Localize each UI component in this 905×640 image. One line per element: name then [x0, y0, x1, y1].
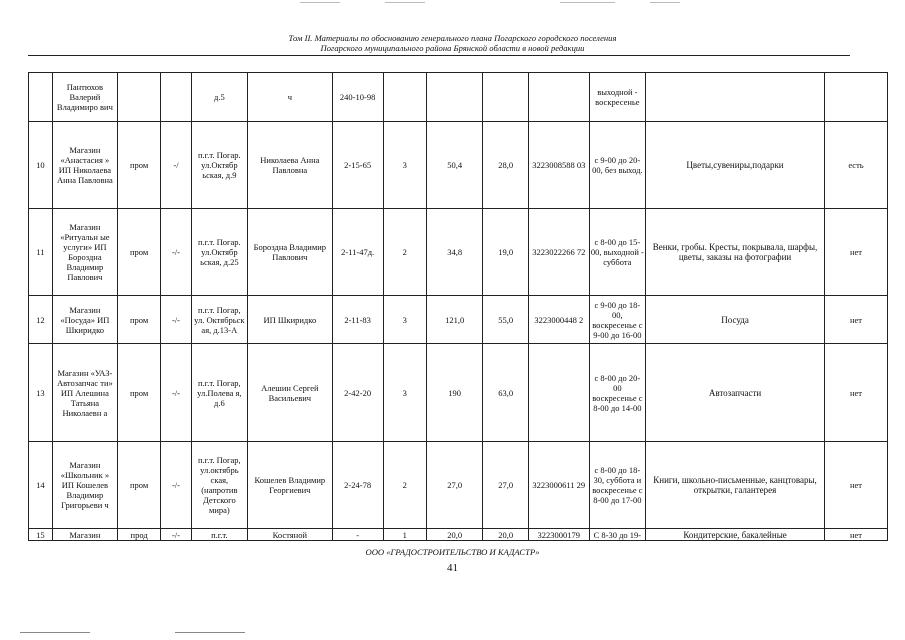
row-number-cell: 15	[29, 529, 53, 541]
table-row	[29, 344, 888, 442]
address-cell: п.г.т. Погар, ул.октябрь ская, (напротив Детского мира)	[191, 442, 247, 529]
count-cell: 3	[383, 344, 426, 442]
count-cell	[383, 73, 426, 122]
trade-area-cell: 27,0	[483, 442, 529, 529]
goods-cell: Цветы,сувениры,подарки	[646, 122, 825, 209]
goods-cell: Книги, школьно-письменные, канцтовары, открытки, галантерея	[646, 442, 825, 529]
working-hours-cell: с 8-00 до 20-00 воскресенье с 8-00 до 14-00	[589, 344, 645, 442]
shop-name-cell: Магазин	[52, 529, 117, 541]
goods-cell: Автозапчасти	[646, 344, 825, 442]
shops-table	[28, 72, 888, 541]
working-hours-cell: с 9-00 до 20-00, без выход.	[589, 122, 645, 209]
count-cell: 2	[383, 209, 426, 296]
shop-name-cell: Магазин «Ритуальн ые услуги» ИП Борозднa Владимир Павлович	[52, 209, 117, 296]
shop-type-cell: пром	[117, 344, 160, 442]
category-mark-cell: -/-	[161, 296, 191, 344]
shop-name-cell: Магазин «УАЗ-Автозапчас ти» ИП Алешина Татьяна Николаевн а	[52, 344, 117, 442]
company-footer: ООО «ГРАДОСТРОИТЕЛЬСТВО И КАДАСТР»	[365, 547, 540, 557]
working-hours-cell: с 8-00 до 18-30, суббота и воскресенье с 8-00 до 17-00	[589, 442, 645, 529]
address-cell: п.г.т.	[191, 529, 247, 541]
availability-cell	[825, 73, 888, 122]
count-cell: 3	[383, 122, 426, 209]
total-area-cell: 50,4	[426, 122, 482, 209]
availability-cell: нет	[825, 442, 888, 529]
shop-type-cell	[117, 73, 160, 122]
trade-area-cell: 19,0	[483, 209, 529, 296]
phone-cell: 2-15-65	[332, 122, 383, 209]
goods-cell: Венки, гробы. Кресты, покрывала, шарфы, цветы, заказы на фотографии	[646, 209, 825, 296]
working-hours-cell: с 8-00 до 15-00, выходной - суббота	[589, 209, 645, 296]
category-mark-cell: -/-	[161, 442, 191, 529]
document-header-line1: Том II. Материалы по обоснованию генерального плана Погарского городского поселения	[288, 33, 617, 43]
total-area-cell	[426, 73, 482, 122]
page-number: 41	[447, 562, 458, 574]
trade-area-cell: 55,0	[483, 296, 529, 344]
row-number-cell: 14	[29, 442, 53, 529]
trade-area-cell: 20,0	[483, 529, 529, 541]
owner-name-cell: Алешин Сергей Васильевич	[248, 344, 333, 442]
table-row	[29, 529, 888, 541]
total-area-cell: 190	[426, 344, 482, 442]
category-mark-cell: -/	[161, 122, 191, 209]
address-cell: п.г.т. Погар. ул.Октябр ьская, д.25	[191, 209, 247, 296]
owner-name-cell: Кошелев Владимир Георгиевич	[248, 442, 333, 529]
availability-cell: нет	[825, 529, 888, 541]
table-row	[29, 209, 888, 296]
category-mark-cell: -/-	[161, 344, 191, 442]
inn-cell	[528, 344, 589, 442]
trade-area-cell	[483, 73, 529, 122]
shop-type-cell: пром	[117, 209, 160, 296]
total-area-cell: 20,0	[426, 529, 482, 541]
category-mark-cell: -/-	[161, 209, 191, 296]
count-cell: 1	[383, 529, 426, 541]
shop-type-cell: пром	[117, 122, 160, 209]
owner-name-cell: Костяной	[248, 529, 333, 541]
phone-cell: 240-10-98	[332, 73, 383, 122]
header-divider	[28, 55, 850, 56]
inn-cell: 3223022266 72	[528, 209, 589, 296]
address-cell: д.5	[191, 73, 247, 122]
row-number-cell: 13	[29, 344, 53, 442]
phone-cell: 2-11-47д.	[332, 209, 383, 296]
total-area-cell: 121,0	[426, 296, 482, 344]
phone-cell: 2-42-20	[332, 344, 383, 442]
goods-cell: Посуда	[646, 296, 825, 344]
trade-area-cell: 63,0	[483, 344, 529, 442]
phone-cell: 2-11-83	[332, 296, 383, 344]
scan-artifact-line	[385, 2, 425, 3]
scan-artifact-line	[175, 632, 245, 633]
scan-artifact-line	[300, 2, 340, 3]
total-area-cell: 34,8	[426, 209, 482, 296]
address-cell: п.г.т. Погар. ул.Октябр ьская, д.9	[191, 122, 247, 209]
shop-type-cell: пром	[117, 296, 160, 344]
goods-cell	[646, 73, 825, 122]
working-hours-cell: выходной - воскресенье	[589, 73, 645, 122]
table-row	[29, 296, 888, 344]
working-hours-cell: с 9-00 до 18-00, воскресенье с 9-00 до 16-00	[589, 296, 645, 344]
scan-artifact-line	[560, 2, 615, 3]
availability-cell: есть	[825, 122, 888, 209]
table-row	[29, 122, 888, 209]
availability-cell: нет	[825, 344, 888, 442]
total-area-cell: 27,0	[426, 442, 482, 529]
phone-cell: -	[332, 529, 383, 541]
table-row	[29, 73, 888, 122]
owner-name-cell: Николаева Анна Павловна	[248, 122, 333, 209]
category-mark-cell: -/-	[161, 529, 191, 541]
inn-cell: 3223000611 29	[528, 442, 589, 529]
scan-artifact-line	[650, 2, 680, 3]
shop-type-cell: пром	[117, 442, 160, 529]
row-number-cell: 12	[29, 296, 53, 344]
availability-cell: нет	[825, 296, 888, 344]
count-cell: 2	[383, 442, 426, 529]
count-cell: 3	[383, 296, 426, 344]
shop-name-cell: Магазин «Посуда» ИП Шкиридко	[52, 296, 117, 344]
category-mark-cell	[161, 73, 191, 122]
owner-name-cell: ч	[248, 73, 333, 122]
owner-name-cell: Бороздна Владимир Павлович	[248, 209, 333, 296]
address-cell: п.г.т. Погар, ул. Октябрьск ая, д.13-А	[191, 296, 247, 344]
inn-cell: 3223000179	[528, 529, 589, 541]
shop-type-cell: прод	[117, 529, 160, 541]
table-row	[29, 442, 888, 529]
shop-name-cell: Магазин «Школьник » ИП Кошелев Владимир Григорьеви ч	[52, 442, 117, 529]
address-cell: п.г.т. Погар, ул.Полева я, д.6	[191, 344, 247, 442]
row-number-cell: 11	[29, 209, 53, 296]
availability-cell: нет	[825, 209, 888, 296]
owner-name-cell: ИП Шкиридко	[248, 296, 333, 344]
working-hours-cell: С 8-30 до 19-	[589, 529, 645, 541]
row-number-cell: 10	[29, 122, 53, 209]
inn-cell: 3223008588 03	[528, 122, 589, 209]
trade-area-cell: 28,0	[483, 122, 529, 209]
row-number-cell	[29, 73, 53, 122]
scan-artifact-line	[20, 632, 90, 633]
goods-cell: Кондитерские, бакалейные	[646, 529, 825, 541]
shop-name-cell: Пантюхов Валерий Владимиро вич	[52, 73, 117, 122]
inn-cell: 3223000448 2	[528, 296, 589, 344]
phone-cell: 2-24-78	[332, 442, 383, 529]
inn-cell	[528, 73, 589, 122]
document-header-line2: Погарского муниципального района Брянской области в новой редакции	[320, 43, 585, 53]
shop-name-cell: Магазин «Анастасия » ИП Николаева Анна Павловна	[52, 122, 117, 209]
